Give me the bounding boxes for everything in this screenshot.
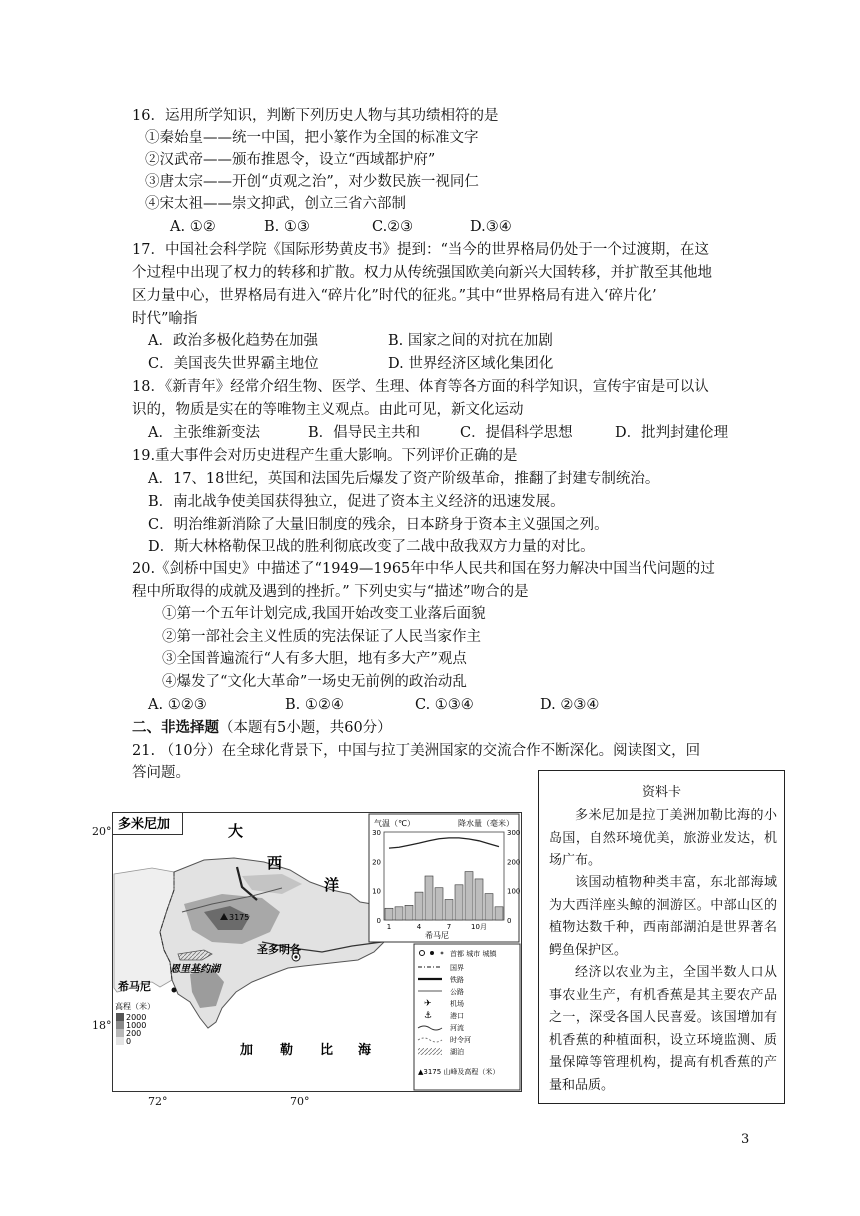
legend-airport: 机场 (450, 1000, 464, 1008)
temp-tick-4: 0 (376, 917, 381, 925)
lat-label-20: 20° (92, 825, 112, 838)
section-title: 二、非选择题 (132, 719, 219, 736)
legend-seasonal-river: 时令河 (450, 1036, 471, 1044)
q20-item-1: ①第一个五年计划完成,我国开始改变工业落后面貌 (162, 606, 486, 622)
q19-option-b: B．南北战争使美国获得独立，促进了资本主义经济的迅速发展。 (148, 494, 565, 510)
elev-level-1: 2000 (126, 1013, 147, 1022)
q20-item-2: ②第一部社会主义性质的宪法保证了人民当家作主 (162, 629, 481, 645)
map-title: 多米尼加 (118, 817, 171, 832)
q19-option-d: D．斯大林格勒保卫战的胜利彻底改变了二战中敌我双方力量的对比。 (148, 539, 595, 555)
q18-option-a: A．主张维新变法 (148, 425, 260, 441)
temp-tick-3: 10 (372, 887, 381, 896)
q18-line-1: 18．《新青年》经常介绍生物、医学、生理、体育等各方面的科学知识，宣传宇宙是可以认 (132, 379, 709, 395)
precip-bar-10 (475, 879, 483, 920)
city-marker (172, 988, 177, 993)
temp-tick-2: 20 (372, 858, 381, 867)
q16-item-3: ③唐太宗——开创“贞观之治”，对少数民族一视同仁 (145, 174, 479, 190)
temp-tick-1: 30 (372, 829, 381, 837)
q20-option-b: B. ①②④ (285, 697, 344, 713)
q17-line-3: 区力量中心，世界格局有进入“碎片化”时代的征兆。”其中“世界格局有进入‘碎片化’ (132, 288, 657, 304)
precip-bar-1 (385, 908, 393, 920)
precip-bar-3 (405, 905, 413, 920)
svg-text:✈: ✈ (424, 999, 432, 1009)
elev-level-2: 1000 (126, 1021, 147, 1030)
q19-option-a: A．17、18世纪，英国和法国先后爆发了资产阶级革命，推翻了封建专制统治。 (148, 471, 660, 487)
q16-stem: 16．运用所学知识，判断下列历史人物与其功绩相符的是 (132, 108, 499, 124)
q17-option-d: D. 世界经济区域化集团化 (388, 356, 554, 372)
sea-word-2: 勒 (280, 1043, 294, 1058)
legend-cities: 首都 城市 城镇 (450, 950, 497, 958)
ocean-word-2: 西 (267, 854, 283, 872)
symbol-legend (414, 944, 520, 1090)
climate-caption: 希马尼 (425, 931, 449, 940)
peak-label: 3175 (229, 913, 250, 922)
elev-swatch-3 (116, 1029, 124, 1037)
lon-label-70: 70° (290, 1095, 310, 1108)
elev-level-3: 200 (126, 1029, 142, 1038)
section-note: （本题有5小题，共60分） (219, 720, 392, 736)
q16-item-1: ①秦始皇——统一中国，把小篆作为全国的标准文字 (145, 130, 479, 146)
precip-bar-8 (455, 885, 463, 920)
q20-option-c: C. ①③④ (415, 697, 474, 713)
q16-option-b: B. ①③ (264, 219, 310, 235)
q16-option-a: A. ①② (170, 219, 216, 235)
legend-peak: ▲3175 山峰及高程（米） (418, 1068, 500, 1076)
lat-label-18: 18° (92, 1019, 112, 1032)
q21-line-2: 答问题。 (132, 765, 190, 781)
q16-item-2: ②汉武帝——颁布推恩令，设立“西域都护府” (145, 152, 436, 168)
q20-item-3: ③全国普遍流行“人有多大胆，地有多大产”观点 (162, 651, 467, 667)
q16-item-4: ④宋太祖——崇文抑武，创立三省六部制 (145, 196, 406, 212)
q18-option-d: D．批判封建伦理 (615, 425, 729, 441)
climate-chart (369, 814, 520, 942)
precip-bar-2 (395, 907, 403, 920)
elev-swatch-2 (116, 1021, 124, 1029)
precip-bar-6 (435, 888, 443, 920)
q17-option-b: B. 国家之间的对抗在加剧 (388, 333, 553, 349)
lake-label: 恩里基约湖 (170, 964, 220, 975)
temp-axis-label: 气温（℃） (374, 819, 415, 828)
q18-option-b: B．倡导民主共和 (308, 425, 421, 441)
legend-port: 港口 (450, 1012, 464, 1020)
q19-stem: 19.重大事件会对历史进程产生重大影响。下列评价正确的是 (132, 448, 518, 464)
month-tick-2: 4 (416, 923, 422, 931)
precip-tick-2: 200 (507, 858, 521, 867)
page-number: 3 (741, 1132, 750, 1147)
q17-option-c: C．美国丧失世界霸主地位 (148, 356, 319, 372)
precip-bar-4 (415, 892, 423, 920)
precip-bar-11 (485, 894, 493, 920)
card-para-2: 该国动植物种类丰富，东北部海域为大西洋座头鲸的洄游区。中部山区的植物达数千种，西南部湖泊是世界著名鳄鱼保护区。 (549, 875, 777, 958)
sea-word-1: 加 (240, 1043, 254, 1058)
city-label: 希马尼 (118, 980, 151, 993)
legend-river: 河流 (450, 1024, 464, 1032)
q20-item-4: ④爆发了“文化大革命”一场史无前例的政治动乱 (162, 674, 467, 690)
q16-option-d: D.③④ (470, 219, 512, 235)
ocean-word-3: 洋 (324, 876, 340, 894)
q20-line-2: 程中所取得的成就及遇到的挫折。” 下列史实与“描述”吻合的是 (132, 584, 529, 600)
dominican-map (112, 812, 522, 1092)
q16-option-c: C.②③ (372, 219, 414, 235)
legend-lake: 湖泊 (450, 1048, 464, 1056)
month-tick-1: 1 (386, 923, 392, 931)
month-tick-3: 7 (446, 923, 452, 931)
resource-card (538, 770, 785, 1104)
precip-bar-5 (425, 876, 433, 920)
sea-word-4: 海 (358, 1043, 372, 1058)
legend-railway: 铁路 (450, 976, 464, 984)
precip-bar-7 (445, 899, 453, 920)
q20-line-1: 20.《剑桥中国史》中描述了“1949—1965年中华人民共和国在努力解决中国当代问题的过 (132, 561, 715, 577)
card-para-1: 多米尼加是拉丁美洲加勒比海的小岛国，自然环境优美，旅游业发达，机场广布。 (549, 808, 777, 868)
q20-option-d: D. ②③④ (540, 697, 600, 713)
q21-line-1: 21. （10分）在全球化背景下，中国与拉丁美洲国家的交流合作不断深化。阅读图文，回 (132, 743, 701, 759)
month-tick-4: 10月 (471, 923, 487, 931)
elev-legend-title: 高程（米） (115, 1002, 155, 1011)
sea-word-3: 比 (320, 1043, 334, 1058)
q17-line-1: 17．中国社会科学院《国际形势黄皮书》提到：“当今的世界格局仍处于一个过渡期，在这 (132, 242, 709, 258)
ocean-word-1: 大 (228, 822, 244, 840)
q17-line-2: 个过程中出现了权力的转移和扩散。权力从传统强国欧美向新兴大国转移，并扩散至其他地 (132, 265, 712, 281)
precip-tick-3: 100 (507, 887, 521, 896)
q18-option-c: C．提倡科学思想 (460, 425, 573, 441)
elev-level-4: 0 (126, 1037, 132, 1046)
legend-road: 公路 (450, 988, 464, 996)
card-para-3: 经济以农业为主，全国半数人口从事农业生产，有机香蕉是其主要农产品之一，深受各国人民喜爱。该国增加有机香蕉的种植面积，设立环境监测、质量保障等管理机构，提高有机香蕉的产量和品质。 (549, 965, 777, 1093)
elev-swatch-4 (116, 1037, 124, 1045)
q18-line-2: 识的，物质是实在的等唯物主义观点。由此可见，新文化运动 (132, 402, 524, 418)
q19-option-c: C．明治维新消除了大量旧制度的残余，日本跻身于资本主义强国之列。 (148, 517, 609, 533)
precip-tick-4: 0 (507, 917, 512, 925)
legend-border: 国界 (450, 964, 464, 972)
q17-option-a: A．政治多极化趋势在加强 (148, 333, 318, 349)
precip-axis-label: 降水量（毫米） (458, 819, 514, 828)
q17-line-4: 时代”喻指 (132, 311, 198, 327)
precip-bar-12 (495, 907, 503, 920)
lon-label-72: 72° (148, 1095, 168, 1108)
svg-text:⚓: ⚓ (424, 1011, 433, 1021)
precip-tick-1: 300 (507, 829, 521, 837)
elev-swatch-1 (116, 1013, 124, 1021)
precip-bar-9 (465, 872, 473, 920)
q20-option-a: A. ①②③ (148, 697, 207, 713)
section-heading (132, 718, 392, 738)
card-title: 资料卡 (641, 785, 681, 800)
capital-label: 圣多明各 (257, 943, 301, 956)
